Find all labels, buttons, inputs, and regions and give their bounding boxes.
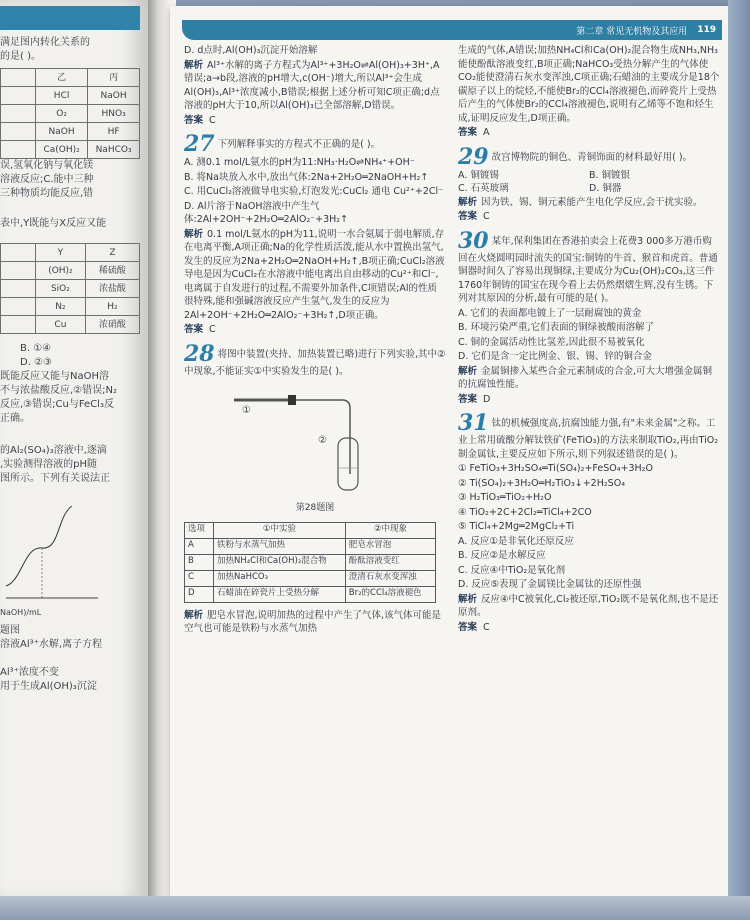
table-cell: Ca(OH)₂	[36, 141, 88, 159]
option: B. 将Na块放入水中,放出气体:2Na+2H₂O═2NaOH+H₂↑	[184, 171, 429, 183]
right-page	[170, 6, 730, 896]
reaction: ① FeTiO₃+3H₂SO₄═Ti(SO₄)₂+FeSO₄+3H₂O	[458, 463, 653, 474]
option: B. ①④	[20, 343, 52, 354]
question-stem: 下列解释事实的方程式不正确的是( )。	[217, 139, 381, 150]
options-grid	[458, 169, 720, 196]
left-header-band	[0, 6, 140, 30]
text-line: 用于生成Al(OH)₃沉淀	[0, 681, 97, 692]
option: B. 铜镀银	[589, 169, 631, 181]
table-2	[0, 243, 140, 334]
answer-value: C	[483, 211, 490, 222]
option: C. 用CuCl₂溶液做导电实验,灯泡发光:CuCl₂ 通电 Cu²⁺+2Cl⁻	[184, 186, 444, 197]
left-page-content	[0, 36, 145, 694]
question-number: 29	[458, 143, 489, 170]
ph-curve-icon	[2, 486, 102, 606]
table-cell: H₂	[85, 298, 139, 316]
table-cell: 浓盐酸	[85, 280, 139, 298]
right-column	[458, 44, 720, 635]
table-cell: 酚酞溶液变红	[345, 554, 435, 570]
table-cell: D	[185, 586, 214, 602]
answer-label: 答案	[184, 114, 204, 126]
text-line: 图所示。下列有关说法正	[0, 473, 110, 484]
answer-label: 答案	[458, 393, 478, 405]
text-line: 三种物质均能反应,错	[0, 188, 94, 199]
answer-value: D	[483, 393, 491, 405]
table-cell: Br₂的CCl₄溶液褪色	[345, 586, 435, 602]
text-line: 题图	[0, 625, 20, 636]
text-line: 满足图内转化关系的	[0, 37, 90, 48]
analysis-label: 解析	[184, 228, 204, 240]
text-line: 的Al₂(SO₄)₃溶液中,逐滴	[0, 445, 107, 456]
table-cell: Y	[36, 244, 86, 262]
table-cell: N₂	[36, 298, 86, 316]
background-edge	[728, 0, 750, 920]
question-stem: 某年,保利集团在香港拍卖会上花费3 000多万港币购回在火烧圆明园时流失的国宝:铜铸的牛首、猴首和虎首。普通铜器时间久了容易出现铜绿,主要成分为Cu₂(OH)₂CO₃,这三件1760年铜铸的国宝在现今看上去仍然熠熠生辉,没有生锈。下列对其原因的分析,最有可能的是( )。	[458, 235, 718, 304]
analysis-label: 解析	[184, 59, 204, 71]
option: A. 铜镀锡	[458, 169, 499, 181]
experiment-table	[184, 522, 436, 603]
figure-caption: 第28题图	[295, 503, 335, 513]
analysis-label: 解析	[458, 365, 478, 377]
option: B. 反应②是水解反应	[458, 550, 546, 561]
question-stem: 将图中装置(夹持、加热装置已略)进行下列实验,其中②中现象,不能证实①中实验发生的是( )。	[184, 348, 446, 377]
analysis-text: 反应④中C被氧化,Cl₂被还原,TiO₂既不是氧化剂,也不是还原剂。	[458, 593, 719, 618]
analysis-text: 金属铜掺入某些合金元素制成的合金,可大大增强金属铜的抗腐蚀性能。	[458, 365, 713, 390]
reaction: ② Ti(SO₄)₂+3H₂O═H₂TiO₃↓+2H₂SO₄	[458, 477, 625, 489]
table-cell: HF	[88, 123, 140, 141]
question-31	[458, 412, 720, 634]
question-number: 30	[458, 227, 489, 254]
table-cell: Cu	[36, 316, 86, 334]
answer-label: 答案	[458, 621, 478, 633]
text-line: 反应,③错误;Cu与FeCl₃反	[0, 399, 114, 410]
analysis-text: Al³⁺水解的离子方程式为Al³⁺+3H₂O⇌Al(OH)₃+3H⁺,A错误;a→b段,溶液的pH增大,c(OH⁻)增大,所以Al³⁺会生成Al(OH)₃,Al³⁺浓度减小,B错误;根据上述分析可知C项正确;d点溶液的pH大于10,所以Al(OH)₃已全部溶解,D错误。	[184, 59, 440, 111]
option: A. 测0.1 mol/L氨水的pH为11:NH₃·H₂O⇌NH₄⁺+OH⁻	[184, 157, 415, 168]
option: D. 铜器	[589, 183, 622, 194]
question-number: 27	[184, 131, 215, 157]
table-1	[0, 68, 140, 159]
text-line	[0, 652, 145, 666]
page-number: 119	[697, 25, 716, 35]
text-line: 的是( )。	[0, 51, 41, 62]
answer-label: 答案	[184, 324, 204, 335]
page-header	[182, 20, 722, 40]
figure-label-2: ②	[318, 435, 327, 446]
table-cell: NaOH	[36, 123, 88, 141]
option: C. 石英玻璃	[458, 183, 509, 194]
table-header-cell: ①中实验	[214, 522, 346, 538]
reaction: ⑤ TiCl₄+2Mg═2MgCl₂+Ti	[458, 521, 575, 532]
analysis-label: 解析	[458, 593, 478, 605]
text-line: 溶液反应;C.能中三种	[0, 174, 94, 185]
reaction: ③ H₂TiO₃═TiO₂+H₂O	[458, 492, 552, 503]
table-cell: 稀硫酸	[85, 262, 139, 280]
ph-graph	[2, 486, 102, 606]
table-cell: Z	[85, 244, 139, 262]
answer-value: A	[483, 127, 490, 138]
text-line: 溶液Al³⁺水解,离子方程	[0, 639, 103, 650]
text-line: ,实验测得溶液的pH随	[0, 459, 98, 470]
option: C. 反应④中TiO₂是氧化剂	[458, 564, 566, 576]
table-cell: NaOH	[88, 87, 140, 105]
option: B. 环境污染严重,它们表面的铜绿被酸雨溶解了	[458, 322, 655, 333]
table-cell: 加热NH₄Cl和Ca(OH)₂混合物	[214, 554, 346, 570]
option: D. 它们是含一定比例金、银、锡、锌的铜合金	[458, 351, 652, 362]
option: A. 它们的表面都电镀上了一层耐腐蚀的黄金	[458, 307, 642, 319]
analysis-text: 因为铁、锡、铜元素能产生电化学反应,会干扰实验。	[481, 196, 703, 208]
option: C. 铜的金属活动性比氢差,因此很不易被氧化	[458, 336, 645, 348]
table-header-cell: ②中现象	[345, 522, 435, 538]
text-line: 表中,Y既能与X反应又能	[0, 218, 107, 229]
background-bottom	[0, 896, 750, 920]
left-page	[0, 0, 150, 905]
table-cell: 乙	[36, 69, 88, 87]
question-stem: 故宫博物院的铜色、青铜饰面的材料最好用( )。	[491, 151, 693, 163]
question-stem: 钛的机械强度高,抗腐蚀能力强,有"未来金属"之称。工业上常用硫酸分解钛铁矿(FeTiO₃)的方法来制取TiO₂,再由TiO₂制金属钛,主要反应如下所示,则下列叙述错误的是( )。	[458, 418, 719, 460]
apparatus-icon	[224, 386, 404, 496]
answer-label: 答案	[458, 127, 478, 138]
text-line: 既能反应又能与NaOH溶	[0, 371, 109, 382]
table-cell: 丙	[88, 69, 140, 87]
question-30	[458, 227, 720, 407]
option: D. 反应⑤表现了金属镁比金属钛的还原性强	[458, 579, 642, 590]
table-header-cell: 选项	[185, 522, 214, 538]
analysis-label: 解析	[458, 196, 478, 208]
table-cell: 加热NaHCO₃	[214, 570, 346, 586]
chapter-title: 第二章 常见无机物及其应用	[576, 26, 688, 37]
analysis-continued: 生成的气体,A错误;加热NH₄Cl和Ca(OH)₂混合物生成NH₃,NH₃能使酚酞溶液变红,B项正确;NaHCO₃受热分解产生的气体使CO₂能使澄清石灰水变浑浊,C项正确;石蜡油的主要成分是18个碳原子以上的烷烃,不能使Br₂的CCl₄溶液褪色,而碎瓷片上受热后产生的气体使Br₂的CCl₄溶液褪色,说明有乙烯等不饱和烃生成,证明反应发生,D项正确。	[458, 45, 720, 124]
figure-label-1: ①	[242, 405, 251, 416]
text-line: 正确。	[0, 413, 30, 424]
reaction: ④ TiO₂+2C+2Cl₂═TiCl₄+2CO	[458, 506, 592, 518]
question-26-tail: D. d点时,Al(OH)₃沉淀开始溶解	[184, 45, 318, 56]
question-29	[458, 143, 720, 224]
option: A. 反应①是非氧化还原反应	[458, 535, 574, 547]
answer-label: 答案	[458, 211, 478, 222]
table-cell: 铁粉与水蒸气加热	[214, 538, 346, 554]
analysis-text: 0.1 mol/L氨水的pH为11,说明一水合氨属于弱电解质,存在电离平衡,A项正确;Na的化学性质活泼,能从水中置换出氢气,发生的反应为2Na+2H₂O═2NaOH+H₂↑,B项正确;CuCl₂溶液导电是因为CuCl₂在水溶液中能电离出自由移动的Cu²⁺和Cl⁻,电离属于自发进行的过程,不需要外加条件,C项错误;Al的性质很特殊,能和强碱溶液反应产生氢气,发生的反应为2Al+2OH⁻+2H₂O═2AlO₂⁻+3H₂↑,D项正确。	[184, 228, 445, 321]
table-cell: B	[185, 554, 214, 570]
question-number: 31	[458, 410, 489, 436]
analysis-label: 解析	[184, 609, 204, 621]
question-27	[184, 133, 446, 337]
analysis-text: 肥皂水冒泡,说明加热的过程中产生了气体,该气体可能是空气也可能是铁粉与水蒸气加热	[184, 609, 442, 634]
table-cell: 石蜡油在碎瓷片上受热分解	[214, 586, 346, 602]
question-number: 28	[184, 340, 215, 367]
answer-value: C	[209, 324, 216, 335]
apparatus-figure	[224, 386, 404, 496]
left-column	[184, 44, 446, 637]
table-cell: A	[185, 538, 214, 554]
table-cell: 浓硝酸	[85, 316, 139, 334]
answer-value: C	[483, 621, 490, 633]
table-cell: HNO₃	[88, 105, 140, 123]
option: D. ②③	[20, 357, 52, 368]
answer-value: C	[209, 114, 216, 126]
table-cell: HCl	[36, 87, 88, 105]
text-line: 不与浓盐酸反应,②错误;N₂	[0, 385, 118, 396]
table-cell: C	[185, 570, 214, 586]
question-28	[184, 340, 446, 636]
table-cell: SiO₂	[36, 280, 86, 298]
text-line: 误,氢氧化钠与氧化镁	[0, 160, 94, 171]
table-cell: 肥皂水冒泡	[345, 538, 435, 554]
option: D. Al片溶于NaOH溶液中产生气体:2Al+2OH⁻+2H₂O═2AlO₂⁻+3H₂↑	[184, 200, 349, 225]
table-cell: 澄清石灰水变浑浊	[345, 570, 435, 586]
text-line: Al³⁺浓度不变	[0, 667, 59, 678]
table-cell: (OH)₂	[36, 262, 86, 280]
table-cell: O₂	[36, 105, 88, 123]
table-cell: NaHCO₃	[88, 141, 140, 159]
axis-label: NaOH)/mL	[0, 608, 42, 617]
